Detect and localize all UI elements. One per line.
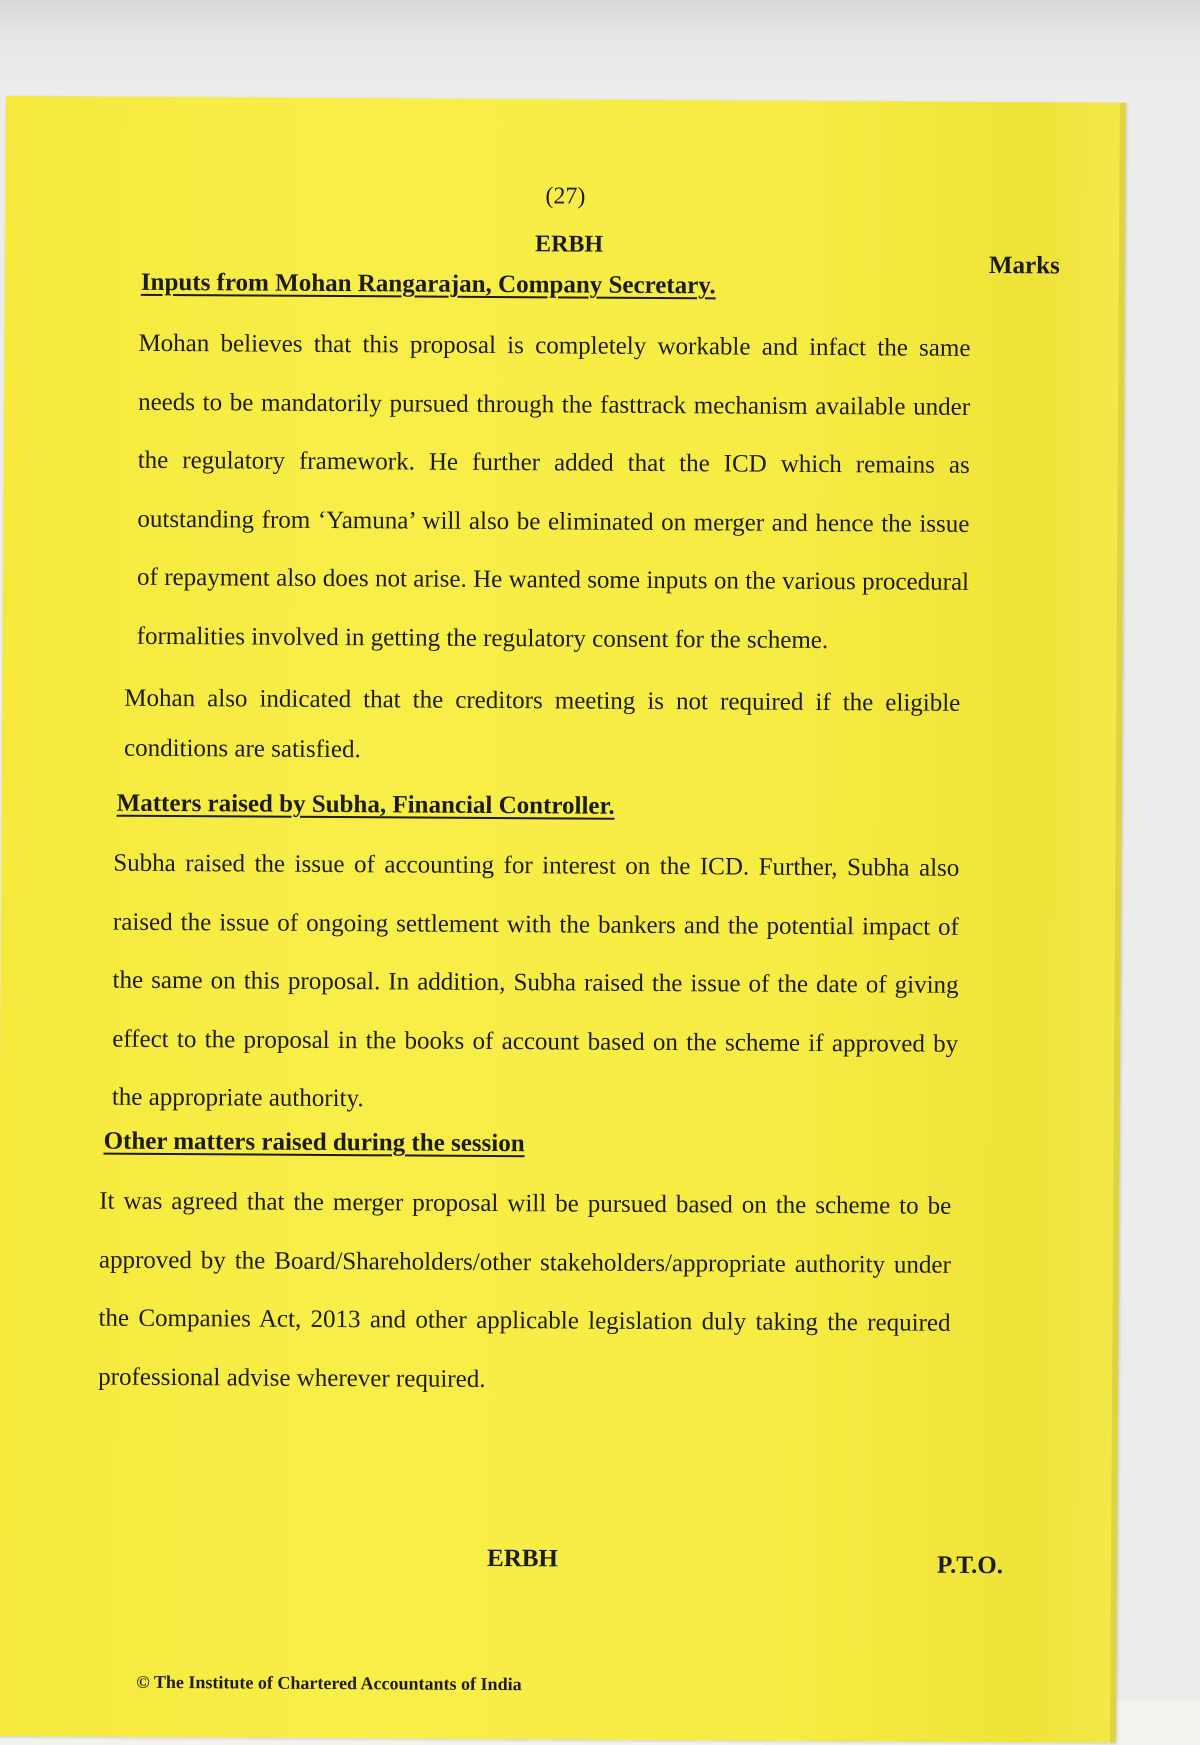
paragraph-mohan-inputs: Mohan believes that this proposal is completely workable and infact the same needs to be mandatorily pursued through the fasttrack mechanism available under the regulatory framework. He further added that the ICD which remains as outstanding from ‘Yamuna’ will also be eliminated on merger and hence the issue of repayment also does not arise. He wanted some inputs on the various procedural formalities involved in getting the regulatory consent for the scheme. <box>136 329 971 654</box>
copyright-notice: © The Institute of Chartered Accountants of India <box>136 1671 522 1695</box>
marks-column-label: Marks <box>988 252 1060 280</box>
section-heading-subha: Matters raised by Subha, Financial Controller. <box>116 789 615 820</box>
section-heading-other: Other matters raised during the session <box>103 1127 525 1158</box>
exam-page <box>0 96 1126 1743</box>
page-number: (27) <box>545 183 586 210</box>
scan-top-shadow <box>0 0 1200 95</box>
paragraph-other-matters: It was agreed that the merger proposal will be pursued based on the scheme to be approved by the Board/Shareholders/other stakeholders/appropriate authority under the Companies Act, 2013 and other applicable legislation duly taking the required professional advise wherever required. <box>98 1187 952 1393</box>
paper-code-header: ERBH <box>535 231 604 258</box>
paper-code-footer: ERBH <box>486 1544 559 1573</box>
page-edge-shade <box>1110 103 1126 1743</box>
please-turn-over: P.T.O. <box>936 1551 1004 1580</box>
paragraph-mohan-creditors: Mohan also indicated that the creditors meeting is not required if the eligible conditions are satisfied. <box>123 684 961 764</box>
section-heading-mohan: Inputs from Mohan Rangarajan, Company Secretary. <box>140 268 716 300</box>
paragraph-subha-matters: Subha raised the issue of accounting for interest on the ICD. Further, Subha also raised the issue of ongoing settlement with the bankers and the potential impact of the same on this proposal. In addition, Subha raised the issue of the date of giving effect to the proposal in the books of account based on the scheme if approved by the appropriate authority. <box>111 849 960 1113</box>
